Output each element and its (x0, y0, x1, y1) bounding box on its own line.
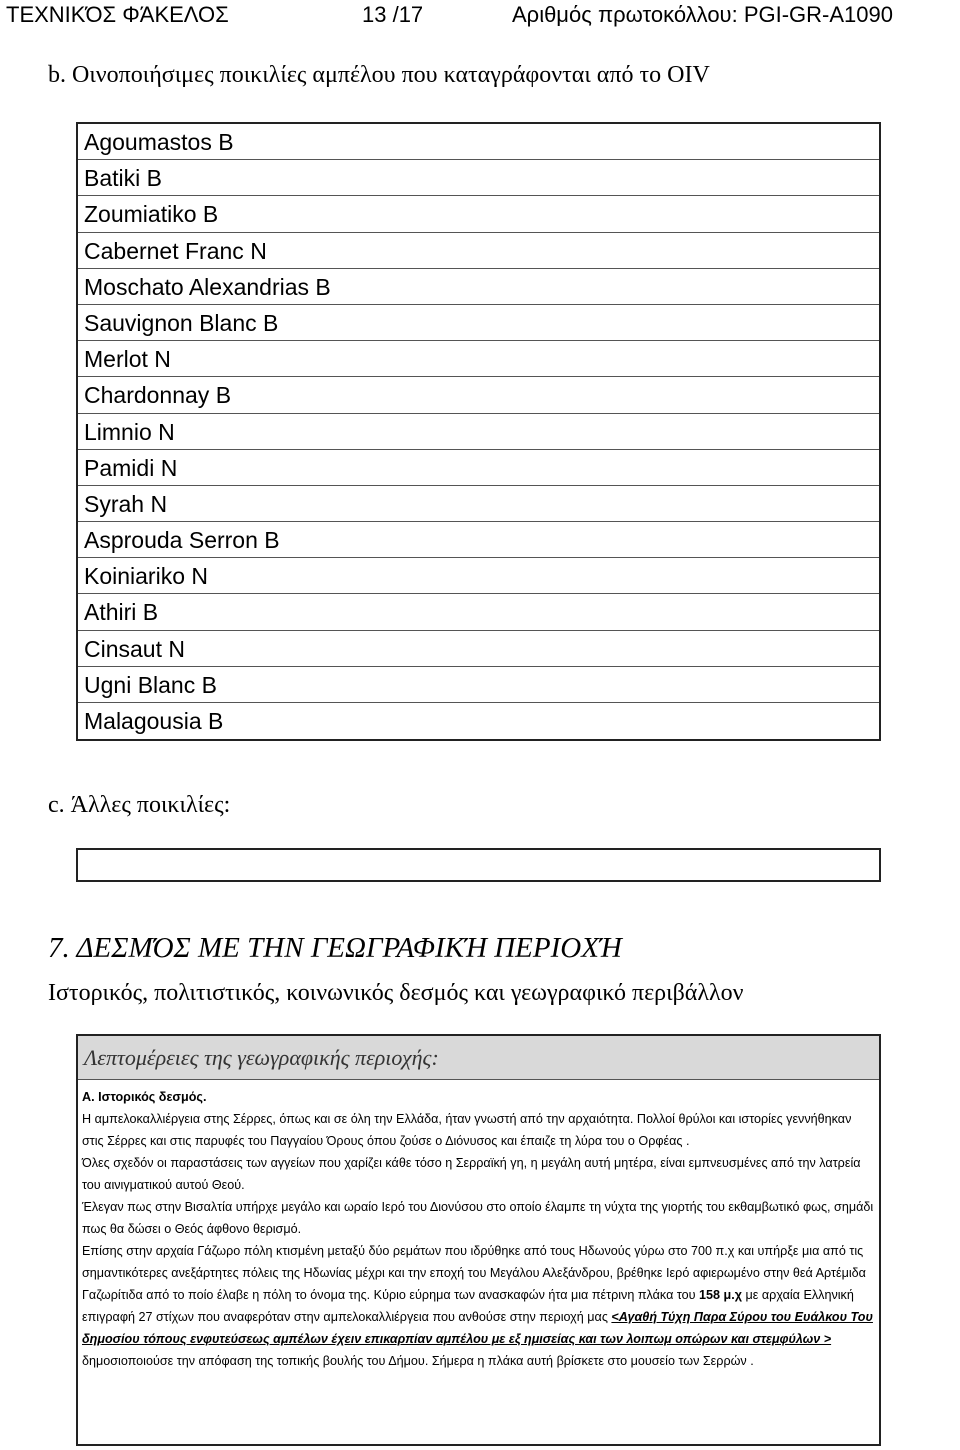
page-header (0, 0, 960, 34)
variety-row: Cabernet Franc N (78, 233, 879, 269)
section-7-subtitle: Ιστορικός, πολιτιστικός, κοινωνικός δεσμός και γεωγραφικό περιβάλλον (48, 980, 744, 1006)
protocol-number: Αριθμός πρωτοκόλλου: PGI-GR-A1090 (512, 2, 893, 27)
geographic-details-box (76, 1034, 881, 1446)
historical-link-heading: A. Ιστορικός δεσμός. (82, 1090, 207, 1104)
details-heading: Λεπτομέρειες της γεωγραφικής περιοχής: (78, 1036, 879, 1080)
variety-row: Athiri B (78, 594, 879, 630)
variety-row: Malagousia B (84, 708, 224, 734)
variety-row: Pamidi N (78, 450, 879, 486)
inscription-quote: <Αγαθή Τύχη Παρα Σύρου του Ευάλκου Του δημοσίου τόπους ενφυτεύσεως αμπέλων έχειν επικαρπίαν αμπέλου με εξ ημισείας και των λοιπωμ οπώρων και στεμφύλων > (82, 1310, 873, 1346)
other-varieties-field (76, 848, 881, 882)
variety-row: Asprouda Serron B (78, 522, 879, 558)
variety-row: Chardonnay B (78, 377, 879, 413)
variety-row: Batiki B (78, 160, 879, 196)
variety-row: Agoumastos B (78, 124, 879, 160)
paragraph-4-text-a: Επίσης στην αρχαία Γάζωρο πόλη κτισμένη μεταξύ δύο ρεμάτων που ιδρύθηκε από τους Ηδωνούς γύρω στο 700 π.χ και υπήρξε μια από τις σημαντικότερες ανεξάρτητες πόλεις της Ηδωνίας μέχρι και την εποχή του Μεγάλου Αλεξάνδρου, βρέθηκε Ιερό αφιερωμένο στην θεά Αρτέμιδα Γαζωρίτιδα από το ποίο έλαβε η πόλη το όνομα της. Κύριο εύρημα των ανασκαφών ήτα μια πέτρινη πλάκα του (82, 1244, 866, 1302)
page-number: 13 /17 (362, 2, 424, 27)
paragraph-4-text-c: δημοσιοποιούσε την απόφαση της τοπικής βουλής του Δήμου. Σήμερα η πλάκα αυτή βρίσκετε στο μουσείο των Σερρών . (82, 1354, 754, 1368)
variety-row: Zoumiatiko B (78, 196, 879, 232)
section-b-title: b. Οινοποιήσιμες ποικιλίες αμπέλου που καταγράφονται από το OIV (48, 62, 710, 88)
variety-row: Limnio N (78, 414, 879, 450)
variety-row: Moschato Alexandrias B (78, 269, 879, 305)
document-type: ΤΕΧΝΙΚΌΣ ΦΆΚΕΛΟΣ (6, 2, 229, 27)
paragraph-1: Η αμπελοκαλλιέργεια στης Σέρρες, όπως και σε όλη την Ελλάδα, ήταν γνωστή από την αρχαιότητα. Πολλοί θρύλοι και ιστορίες γεννήθηκαν στις Σέρρες και στις παρυφές του Παγγαίου Όρους όπου ζούσε ο Διόνυσος και έπαιζε τη λύρα του ο Ορφέας . (82, 1112, 852, 1148)
paragraph-2: Όλες σχεδόν οι παραστάσεις των αγγείων που χαρίζει κάθε τόσο η Σερραϊκή γη, η μεγάλη αυτή μητέρα, είναι εμπνευσμένες από την λατρεία του αινιγματικού αυτού Θεού. (82, 1156, 861, 1192)
variety-row: Ugni Blanc B (78, 667, 879, 703)
paragraph-3: Έλεγαν πως στην Βισαλτία υπήρχε μεγάλο και ωραίο Ιερό του Διονύσου στο οποίο έλαμπε τη νύχτα της γιορτής του εκθαμβωτικό φως, σημάδι πως θα δώσει ο Θεός άφθονο θερισμό. (82, 1200, 874, 1236)
varieties-table (76, 122, 881, 741)
variety-row: Syrah N (78, 486, 879, 522)
variety-row: Sauvignon Blanc B (78, 305, 879, 341)
details-body (78, 1080, 879, 1372)
variety-row: Merlot N (78, 341, 879, 377)
paragraph-4-text-b: με αρχαία Ελληνική επιγραφή 27 στίχων που αναφερόταν στην αμπελοκαλλιέργεια που ανθούσε στην περιοχή μας (82, 1288, 854, 1324)
paragraph-4-date: 158 μ.χ (699, 1288, 743, 1302)
section-c-title: c. Άλλες ποικιλίες: (48, 792, 231, 818)
paragraph-4 (82, 1240, 875, 1372)
variety-row: Koiniariko N (78, 558, 879, 594)
variety-row: Cinsaut N (78, 631, 879, 667)
section-7-title: 7. ΔΕΣΜΌΣ ΜΕ ΤΗΝ ΓΕΩΓΡΑΦΙΚΉ ΠΕΡΙΟΧΉ (48, 932, 622, 964)
